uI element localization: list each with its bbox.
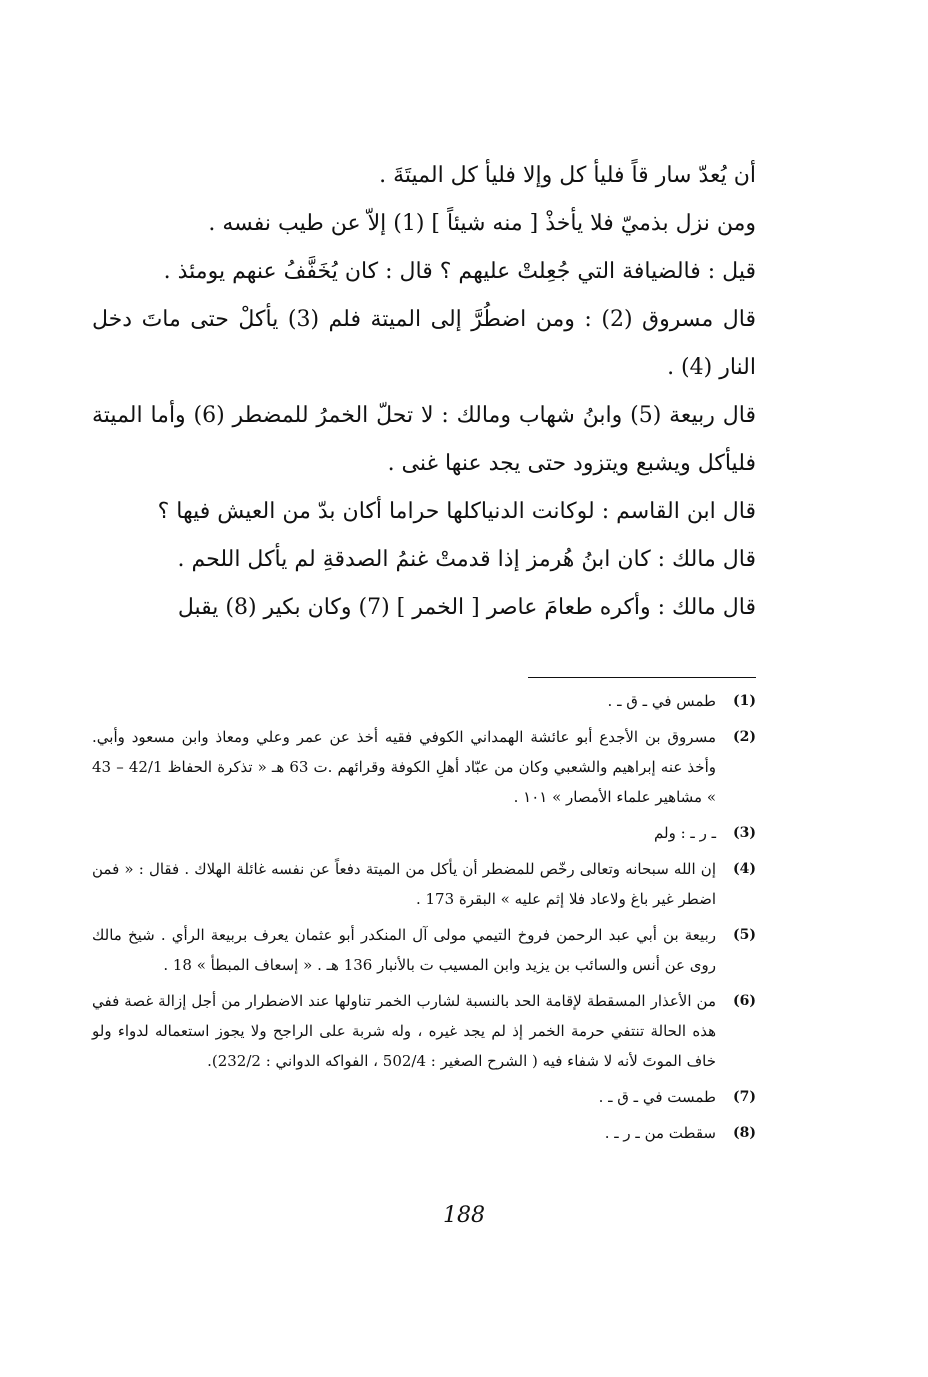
footnote-text: من الأعذار المسقطة لإقامة الحد بالنسبة لشارب الخمر تناولها عند الاضطرار من أجل إزالة غصة ففي هذه الحالة تنتفي حرمة الخمر إذ لم يجد غيره ، وله شربة على الراجح ولا يجوز استعماله لدواء ولو خاف الموتَ لأنه لا شفاء فيه ( الشرح الصغير : 502/4 ، الفواكه الدواني : 232/2). — [92, 992, 716, 1070]
footnote-7 — [92, 1082, 756, 1112]
footnote-text: طمست في ـ ق ـ . — [598, 1088, 716, 1106]
footnote-text: ـ ر ـ : ولم — [654, 824, 716, 842]
paragraph-5: قال ربيعة (5) وابنُ شهاب ومالك : لا تحلّ الخمرُ للمضطر (6) وأما الميتة فليأكل ويشبع ويتزود حتى يجد عنها غنى . — [92, 403, 756, 476]
footnote-number: (6) — [733, 993, 756, 1009]
footnote-5 — [92, 920, 756, 980]
footnote-2 — [92, 722, 756, 812]
footnote-8 — [92, 1118, 756, 1148]
footnote-text: سقطت من ـ ر ـ . — [604, 1124, 716, 1142]
footnote-number: (7) — [733, 1089, 756, 1105]
footnote-1 — [92, 686, 756, 716]
footnote-separator — [528, 677, 756, 678]
paragraph-7: قال مالك : كان ابنُ هُرمز إذا قدمتْ غنمُ الصدقةِ لم يأكل اللحم . — [177, 547, 756, 572]
paragraph-3: قيل : فالضيافة التي جُعِلتْ عليهم ؟ قال : كان يُخَفَّفُ عنهم يومئذ . — [163, 259, 756, 284]
footnote-number: (1) — [733, 693, 756, 709]
footnote-number: (2) — [733, 729, 756, 745]
footnote-4 — [92, 854, 756, 914]
paragraph-2: ومن نزل بذميّ فلا يأخذْ [ منه شيئاً ] (1) إلاّ عن طيب نفسه . — [208, 211, 756, 236]
paragraph-6: قال ابن القاسم : لوكانت الدنياكلها حراما أكان بدّ من العيش فيها ؟ — [157, 499, 756, 524]
footnote-number: (5) — [733, 927, 756, 943]
page-number: 188 — [443, 1203, 485, 1228]
main-text — [92, 152, 756, 632]
footnote-number: (4) — [733, 861, 756, 877]
footnote-3 — [92, 818, 756, 848]
footnotes — [92, 686, 756, 1154]
footnote-number: (3) — [733, 825, 756, 841]
paragraph-4: قال مسروق (2) : ومن اضطُرَّ إلى الميتة فلم (3) يأكلْ حتى ماتَ دخل النار (4) . — [92, 307, 756, 380]
footnote-text: مسروق بن الأجدع أبو عائشة الهمداني الكوفي فقيه أخذ عن عمر وعلي ومعاذ وابن مسعود وأبي. وأخذ عنه إبراهيم والشعبي وكان من عبّاد أهلِ الكوفة وقرائهم .ت 63 هـ « تذكرة الحفاظ 42/1 – 43 » مشاهير علماء الأمصار » ١٠١ . — [92, 728, 716, 806]
footnote-text: إن الله سبحانه وتعالى رخّص للمضطر أن يأكل من الميتة دفعاً عن نفسه غائلة الهلاك . فقال : « فمن اضطر غير باغ ولاعاد فلا إثم عليه » البقرة 173 . — [92, 860, 716, 908]
paragraph-1: أن يُعدّ سار قاً فليأ كل وإلا فليأ كل الميتَةَ . — [379, 163, 756, 188]
footnote-text: طمس في ـ ق ـ . — [607, 692, 716, 710]
footnote-6 — [92, 986, 756, 1076]
paragraph-8: قال مالك : وأكره طعامَ عاصر [ الخمر ] (7) وكان بكير (8) يقبل — [177, 595, 756, 620]
footnote-number: (8) — [733, 1125, 756, 1141]
footnote-text: ربيعة بن أبي عبد الرحمن فروخ التيمي مولى آل المنكدر أبو عثمان يعرف بربيعة الرأي . شيخ مالك روى عن أنس والسائب بن يزيد وابن المسيب ت بالأنبار 136 هـ . « إسعاف المبطأ » 18 . — [92, 926, 716, 974]
